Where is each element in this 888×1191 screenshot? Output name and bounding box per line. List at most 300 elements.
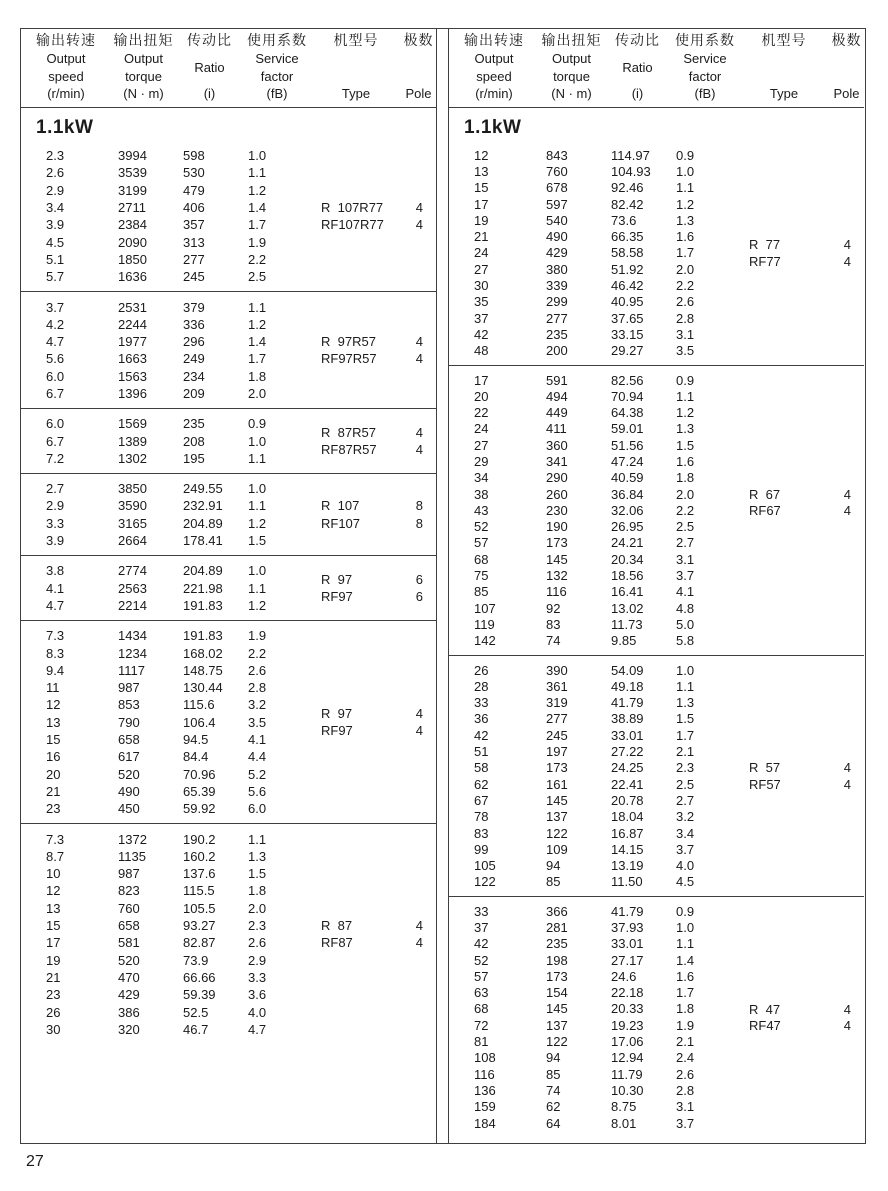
- spec-row: [449, 809, 864, 825]
- output-speed-value: 37: [474, 920, 489, 935]
- ratio-value: 148.75: [183, 662, 223, 678]
- type-line: [321, 424, 436, 441]
- ratio-value: 92.46: [611, 180, 644, 196]
- service-factor-value: 2.7: [676, 792, 695, 808]
- service-factor-value: 6.0: [248, 801, 267, 817]
- type-pole-block: [749, 237, 864, 270]
- service-factor-value: 1.0: [248, 433, 267, 449]
- service-factor-value: 5.6: [248, 783, 267, 799]
- service-factor-value: 4.0: [676, 858, 695, 874]
- output-torque-value: 1135: [118, 848, 146, 864]
- service-factor-value: 1.2: [248, 182, 267, 198]
- spec-row: [449, 678, 864, 694]
- ratio-value: 17.06: [611, 1034, 644, 1050]
- output-torque-value: 361: [546, 678, 568, 694]
- ratio-value: 47.24: [611, 453, 644, 469]
- service-factor-value: 1.7: [676, 245, 695, 261]
- output-speed-value: 5.1: [46, 251, 65, 267]
- spec-row: [21, 986, 436, 1003]
- service-factor-value: 3.6: [248, 987, 267, 1003]
- pole-count: 4: [415, 723, 423, 739]
- ratio-value: 191.83: [183, 628, 223, 644]
- spec-row: [449, 903, 864, 919]
- output-torque-value: 597: [546, 196, 568, 212]
- ratio-value: 11.79: [611, 1066, 643, 1082]
- service-factor-value: 3.1: [676, 326, 695, 342]
- output-torque-value: 277: [546, 310, 568, 326]
- header-line: (r/min): [47, 86, 85, 102]
- service-factor-value: 1.2: [248, 316, 267, 332]
- service-factor-value: 1.1: [248, 498, 267, 514]
- output-speed-value: 4.2: [46, 316, 65, 332]
- spec-row: [449, 633, 864, 649]
- output-torque-value: 490: [546, 229, 568, 245]
- output-speed-value: 11: [46, 680, 60, 696]
- header-line: Output: [46, 50, 86, 66]
- output-torque-value: 658: [118, 918, 140, 934]
- output-torque-value: 760: [118, 900, 140, 916]
- output-speed-value: 6.0: [46, 416, 65, 432]
- ratio-value: 33.01: [611, 936, 644, 952]
- output-torque-value: 380: [546, 261, 568, 277]
- gearbox-type: R 97R57: [321, 334, 376, 350]
- gearbox-type: RF87: [321, 935, 353, 951]
- spec-group: [449, 365, 864, 655]
- ratio-value: 168.02: [183, 645, 223, 661]
- pole-count: 4: [843, 253, 851, 269]
- output-speed-value: 8.3: [46, 645, 65, 661]
- spec-row: [449, 711, 864, 727]
- output-speed-value: 36: [474, 711, 489, 727]
- spec-row: [21, 865, 436, 882]
- header-line: 极数: [831, 32, 862, 48]
- pole-count: 8: [415, 498, 423, 514]
- service-factor-value: 1.3: [676, 421, 695, 437]
- type-line: [749, 1017, 864, 1033]
- header-line: (fB): [694, 86, 716, 102]
- service-factor-value: 5.2: [248, 766, 267, 782]
- service-factor-value: 1.2: [676, 196, 695, 212]
- output-speed-value: 37: [474, 310, 489, 326]
- output-speed-value: 24: [474, 245, 489, 261]
- output-torque-value: 411: [546, 421, 567, 437]
- service-factor-value: 2.6: [676, 1066, 695, 1082]
- output-speed-value: 6.7: [46, 386, 65, 401]
- output-speed-value: 6.0: [46, 368, 65, 384]
- service-factor-value: 1.3: [248, 848, 267, 864]
- output-torque-value: 490: [118, 783, 140, 799]
- output-torque-value: 277: [546, 711, 568, 727]
- output-torque-value: 197: [546, 744, 568, 760]
- pole-count: 4: [843, 237, 851, 253]
- service-factor-value: 1.1: [676, 936, 695, 952]
- output-speed-value: 2.9: [46, 182, 65, 198]
- ratio-value: 37.93: [611, 920, 644, 935]
- gearbox-type: RF97R57: [321, 351, 377, 367]
- spec-row: [21, 969, 436, 986]
- ratio-value: 24.21: [611, 535, 644, 551]
- spec-group: [21, 620, 436, 823]
- output-torque-value: 245: [546, 727, 568, 743]
- header-line: 机型号: [333, 32, 379, 48]
- output-speed-value: 12: [46, 697, 61, 713]
- output-speed-value: 20: [474, 388, 489, 404]
- service-factor-value: 0.9: [676, 903, 695, 919]
- output-speed-value: 2.6: [46, 165, 65, 181]
- service-factor-value: 2.1: [676, 744, 695, 760]
- service-factor-value: 4.8: [676, 600, 695, 616]
- service-factor-value: 1.4: [248, 334, 267, 350]
- output-torque-value: 1117: [118, 662, 145, 678]
- ratio-value: 160.2: [183, 848, 216, 864]
- service-factor-value: 2.5: [676, 519, 695, 535]
- header-line: Ratio: [194, 59, 225, 75]
- ratio-value: 357: [183, 217, 205, 233]
- spec-row: [449, 470, 864, 486]
- output-torque-value: 366: [546, 903, 568, 919]
- output-torque-value: 1372: [118, 831, 147, 847]
- spec-row: [449, 567, 864, 583]
- output-torque-value: 3590: [118, 498, 147, 514]
- gearbox-type: R 97: [321, 706, 353, 722]
- output-speed-value: 10: [46, 866, 61, 882]
- output-speed-value: 4.7: [46, 334, 65, 350]
- spec-row: [21, 251, 436, 268]
- header-line: Type: [341, 86, 371, 102]
- spec-row: [449, 600, 864, 616]
- spec-group: [21, 823, 436, 1044]
- output-speed-value: 2.9: [46, 498, 65, 514]
- service-factor-value: 1.1: [676, 180, 695, 196]
- type-pole-block: [749, 486, 864, 519]
- output-speed-value: 8.7: [46, 848, 65, 864]
- header-line: (N · m): [551, 86, 592, 102]
- ratio-value: 46.42: [611, 278, 644, 294]
- service-factor-value: 0.9: [676, 147, 695, 163]
- header-line: speed: [48, 68, 84, 84]
- service-factor-value: 1.0: [248, 563, 267, 579]
- spec-row: [21, 1021, 436, 1038]
- ratio-value: 20.33: [611, 1001, 644, 1017]
- pole-count: 8: [415, 515, 423, 531]
- type-line: [749, 486, 864, 502]
- output-speed-value: 108: [474, 1050, 496, 1066]
- service-factor-value: 1.6: [676, 229, 695, 245]
- gearbox-type: RF97: [321, 589, 353, 605]
- output-speed-value: 2.3: [46, 148, 65, 164]
- header-line: 输出扭矩: [541, 32, 602, 48]
- output-torque-value: 2563: [118, 580, 147, 596]
- ratio-value: 64.38: [611, 405, 644, 421]
- service-factor-value: 5.8: [676, 633, 695, 649]
- service-factor-value: 3.5: [248, 714, 267, 730]
- output-speed-value: 7.2: [46, 450, 65, 466]
- header-line: Pole: [833, 86, 860, 102]
- service-factor-value: 1.6: [676, 968, 695, 984]
- output-torque-value: 2214: [118, 597, 147, 613]
- header-line: Pole: [405, 86, 432, 102]
- ratio-value: 38.89: [611, 711, 644, 727]
- output-torque-value: 145: [546, 551, 568, 567]
- ratio-value: 16.87: [611, 825, 644, 841]
- service-factor-value: 1.8: [248, 883, 267, 899]
- column-header-output-torque: [539, 33, 604, 101]
- spec-row: [449, 1099, 864, 1115]
- ratio-value: 106.4: [183, 714, 216, 730]
- service-factor-value: 2.3: [676, 760, 695, 776]
- output-speed-value: 21: [46, 783, 61, 799]
- spec-row: [21, 268, 436, 285]
- type-line: [321, 917, 436, 934]
- ratio-value: 59.39: [183, 987, 216, 1003]
- service-factor-value: 2.2: [248, 645, 267, 661]
- output-speed-value: 15: [46, 732, 61, 748]
- service-factor-value: 4.7: [248, 1021, 267, 1037]
- output-speed-value: 20: [46, 766, 61, 782]
- spec-row: [449, 453, 864, 469]
- output-speed-value: 116: [474, 1066, 495, 1082]
- output-speed-value: 17: [474, 372, 489, 388]
- output-speed-value: 57: [474, 535, 489, 551]
- pole-count: 4: [415, 442, 423, 458]
- ratio-value: 94.5: [183, 732, 209, 748]
- spec-row: [449, 985, 864, 1001]
- output-torque-value: 1663: [118, 351, 147, 367]
- header-line: 输出扭矩: [113, 32, 174, 48]
- output-torque-value: 591: [546, 372, 568, 388]
- spec-row: [449, 404, 864, 420]
- spec-row: [449, 343, 864, 359]
- service-factor-value: 0.9: [248, 416, 267, 432]
- spec-group: [449, 655, 864, 896]
- service-factor-value: 1.7: [676, 985, 695, 1001]
- output-torque-value: 116: [546, 584, 567, 600]
- output-torque-value: 760: [546, 163, 568, 179]
- header-line: Output: [474, 50, 514, 66]
- output-speed-value: 5.7: [46, 269, 65, 285]
- output-speed-value: 34: [474, 470, 489, 486]
- ratio-value: 195: [183, 450, 205, 466]
- output-torque-value: 3850: [118, 481, 147, 497]
- ratio-value: 41.79: [611, 903, 644, 919]
- ratio-value: 11.73: [611, 616, 643, 632]
- pole-count: 4: [843, 1017, 851, 1033]
- ratio-value: 20.78: [611, 792, 644, 808]
- output-speed-value: 136: [474, 1082, 496, 1098]
- service-factor-value: 2.2: [248, 251, 267, 267]
- output-torque-value: 145: [546, 792, 568, 808]
- output-speed-value: 33: [474, 903, 489, 919]
- header-line: 机型号: [761, 32, 807, 48]
- service-factor-value: 1.7: [676, 727, 695, 743]
- gearbox-type: R 107: [321, 498, 360, 514]
- pole-count: 4: [415, 217, 423, 233]
- output-torque-value: 2384: [118, 217, 147, 233]
- output-speed-value: 3.7: [46, 299, 65, 315]
- spec-row: [21, 182, 436, 199]
- spec-row: [21, 368, 436, 385]
- output-speed-value: 22: [474, 405, 489, 421]
- type-line: [749, 237, 864, 253]
- output-speed-value: 28: [474, 678, 489, 694]
- output-speed-value: 13: [474, 163, 489, 179]
- type-line: [321, 216, 436, 233]
- type-line: [321, 588, 436, 605]
- service-factor-value: 1.1: [248, 831, 267, 847]
- service-factor-value: 0.9: [676, 372, 695, 388]
- header-line: Output: [551, 50, 592, 66]
- output-torque-value: 2090: [118, 234, 147, 250]
- type-line: [321, 441, 436, 458]
- output-torque-value: 581: [118, 935, 140, 951]
- ratio-value: 66.35: [611, 229, 644, 245]
- output-speed-value: 68: [474, 1001, 489, 1017]
- type-line: [321, 350, 436, 367]
- output-torque-value: 1234: [118, 645, 147, 661]
- service-factor-value: 3.1: [676, 1099, 695, 1115]
- output-speed-value: 3.9: [46, 217, 65, 233]
- ratio-value: 598: [183, 148, 205, 164]
- ratio-value: 84.4: [183, 749, 209, 765]
- ratio-value: 204.89: [183, 515, 223, 531]
- service-factor-value: 1.1: [676, 678, 695, 694]
- spec-row: [449, 421, 864, 437]
- type-line: [321, 705, 436, 722]
- spec-group: [21, 408, 436, 473]
- ratio-value: 235: [183, 416, 205, 432]
- output-speed-value: 72: [474, 1017, 489, 1033]
- spec-row: [21, 627, 436, 644]
- service-factor-value: 2.8: [248, 680, 267, 696]
- pole-count: 4: [843, 486, 851, 502]
- output-speed-value: 30: [46, 1021, 61, 1037]
- spec-group: [449, 896, 864, 1137]
- output-torque-value: 85: [546, 874, 561, 890]
- spec-row: [21, 830, 436, 847]
- output-speed-value: 78: [474, 809, 489, 825]
- output-speed-value: 24: [474, 421, 489, 437]
- spec-row: [21, 147, 436, 164]
- service-factor-value: 1.3: [676, 212, 695, 228]
- output-torque-value: 235: [546, 936, 568, 952]
- column-header-type: [311, 33, 401, 101]
- output-torque-value: 154: [546, 985, 568, 1001]
- gearbox-type: RF57: [749, 776, 781, 792]
- output-torque-value: 94: [546, 1050, 561, 1066]
- ratio-value: 24.25: [611, 760, 644, 776]
- spec-row: [449, 743, 864, 759]
- header-line: (N · m): [123, 86, 164, 102]
- output-torque-value: 290: [546, 470, 568, 486]
- output-torque-value: 540: [546, 212, 568, 228]
- ratio-value: 379: [183, 299, 205, 315]
- service-factor-value: 2.8: [676, 1082, 695, 1098]
- service-factor-value: 1.8: [248, 368, 267, 384]
- ratio-value: 104.93: [611, 163, 651, 179]
- output-speed-value: 159: [474, 1099, 496, 1115]
- spec-row: [449, 372, 864, 388]
- output-speed-value: 17: [474, 196, 489, 212]
- type-pole-block: [321, 497, 436, 532]
- ratio-value: 32.06: [611, 502, 644, 518]
- output-speed-value: 12: [46, 883, 61, 899]
- spec-row: [449, 1115, 864, 1131]
- header-line: Service: [255, 50, 299, 66]
- output-torque-value: 520: [118, 952, 140, 968]
- ratio-value: 12.94: [611, 1050, 644, 1066]
- service-factor-value: 2.8: [676, 310, 695, 326]
- service-factor-value: 2.0: [248, 900, 267, 916]
- spec-row: [21, 679, 436, 696]
- spec-row: [21, 662, 436, 679]
- type-line: [749, 253, 864, 269]
- spec-row: [449, 727, 864, 743]
- ratio-value: 9.85: [611, 633, 637, 649]
- pole-count: 4: [415, 935, 423, 951]
- output-speed-value: 16: [46, 749, 61, 765]
- gearbox-type: RF107: [321, 515, 361, 531]
- table-header: [449, 29, 864, 108]
- ratio-value: 13.19: [611, 858, 644, 874]
- spec-row: [449, 180, 864, 196]
- output-speed-value: 83: [474, 825, 489, 841]
- service-factor-value: 1.6: [676, 453, 695, 469]
- type-line: [749, 1001, 864, 1017]
- spec-row: [21, 900, 436, 917]
- header-line: Output: [123, 50, 164, 66]
- spec-row: [449, 551, 864, 567]
- ratio-value: 41.79: [611, 695, 644, 711]
- output-torque-value: 145: [546, 1001, 568, 1017]
- service-factor-value: 1.2: [248, 597, 267, 613]
- ratio-value: 13.02: [611, 600, 644, 616]
- service-factor-value: 2.6: [248, 662, 267, 678]
- ratio-value: 36.84: [611, 486, 644, 502]
- ratio-value: 249: [183, 351, 205, 367]
- ratio-value: 82.87: [183, 935, 216, 951]
- ratio-value: 249.55: [183, 481, 223, 497]
- pole-count: 6: [415, 589, 423, 605]
- ratio-value: 178.41: [183, 533, 223, 549]
- output-speed-value: 68: [474, 551, 489, 567]
- output-speed-value: 7.3: [46, 628, 65, 644]
- output-speed-value: 184: [474, 1115, 496, 1131]
- output-speed-value: 62: [474, 776, 489, 792]
- output-speed-value: 43: [474, 502, 489, 518]
- type-pole-block: [321, 705, 436, 740]
- service-factor-value: 1.2: [248, 515, 267, 531]
- pole-count: 6: [415, 572, 423, 588]
- output-torque-value: 520: [118, 766, 140, 782]
- section-title: 1.1kW: [36, 117, 94, 138]
- output-speed-value: 21: [474, 229, 489, 245]
- ratio-value: 277: [183, 251, 205, 267]
- output-speed-value: 52: [474, 952, 489, 968]
- output-torque-value: 137: [546, 809, 568, 825]
- spec-row: [449, 841, 864, 857]
- section-title: 1.1kW: [464, 117, 522, 138]
- output-speed-value: 3.8: [46, 563, 65, 579]
- spec-group: [21, 141, 436, 291]
- gearbox-type: R 47: [749, 1001, 781, 1017]
- spec-row: [449, 310, 864, 326]
- service-factor-value: 2.5: [676, 776, 695, 792]
- pole-count: 4: [415, 200, 423, 216]
- spec-row: [449, 1082, 864, 1098]
- output-torque-value: 3165: [118, 515, 147, 531]
- output-speed-value: 3.9: [46, 533, 65, 549]
- output-speed-value: 17: [46, 935, 61, 951]
